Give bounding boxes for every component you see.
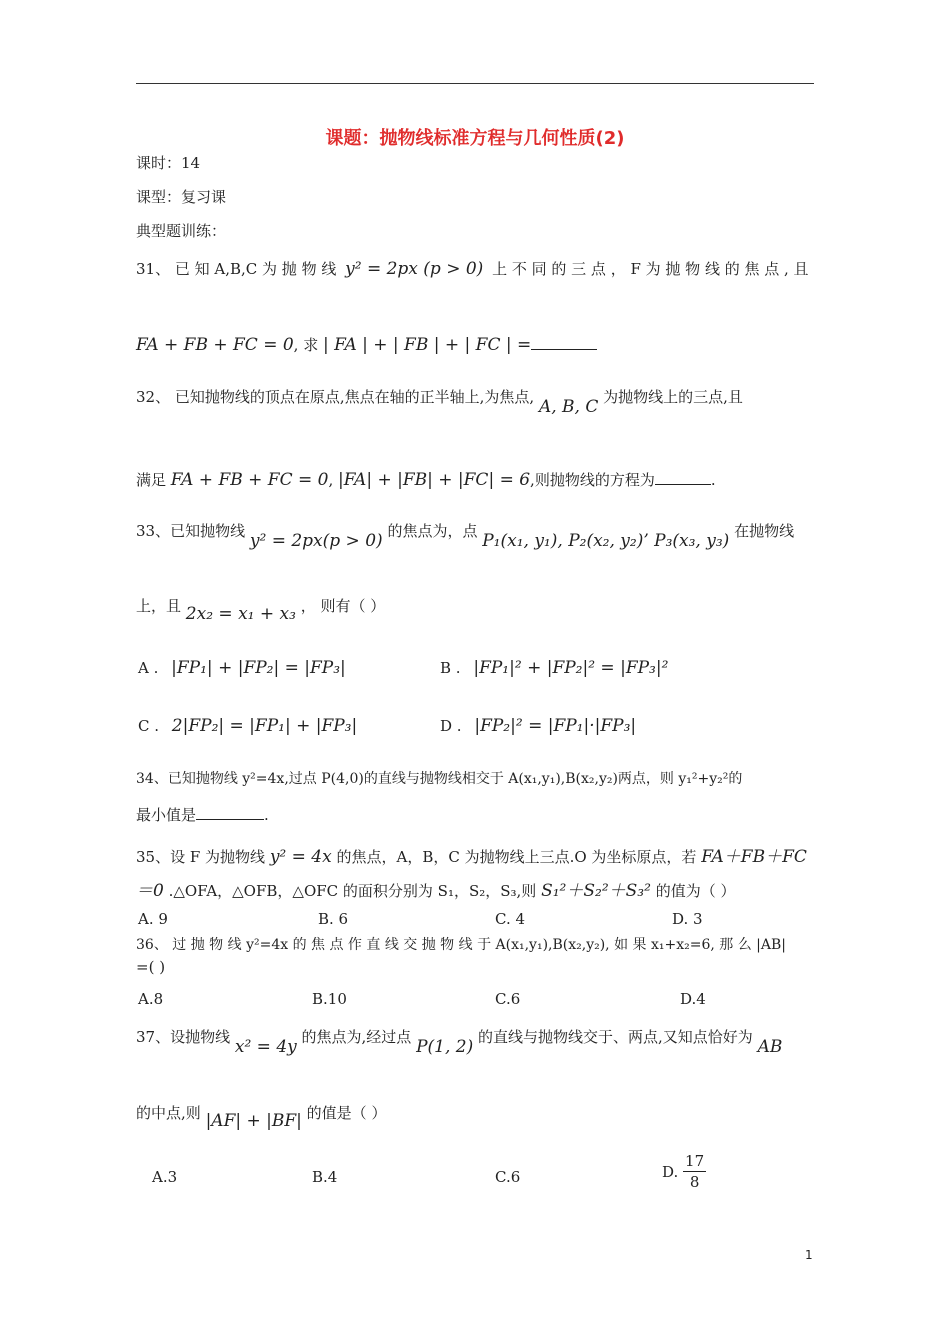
- q33-option-d-text: |FP₂|² = |FP₁|·|FP₃|: [474, 716, 637, 736]
- q33-mid: 的焦点为，点: [387, 522, 478, 540]
- q31-condition: FA + FB + FC = 0: [136, 335, 294, 355]
- q35-lead: 35、设 F 为抛物线: [136, 848, 266, 866]
- q33-option-a-label: A .: [138, 659, 159, 677]
- q37-option-d-numerator: 17: [685, 1152, 705, 1170]
- header-rule: [136, 83, 814, 84]
- q32-condition2: |FA| + |FB| + |FC| = 6: [338, 470, 531, 490]
- q37-line1: [136, 1026, 783, 1057]
- q33-l2a: 上，且: [136, 597, 182, 615]
- q32-cond-lead: 满足: [136, 471, 167, 489]
- q37-tail: 的直线与抛物线交于、两点,又知点恰好为: [478, 1028, 753, 1046]
- q37-option-d-denominator: 8: [689, 1173, 700, 1191]
- q33-option-a-text: |FP₁| + |FP₂| = |FP₃|: [171, 658, 346, 678]
- q37-l2a: 的中点,则: [136, 1104, 201, 1122]
- q34-l2: 最小值是: [136, 806, 197, 824]
- q34-answer-blank: [196, 805, 264, 820]
- q37-option-a[interactable]: A.3: [152, 1168, 178, 1186]
- meta-section: 典型题训练：: [136, 222, 227, 240]
- q37-lead: 37、设抛物线: [136, 1028, 231, 1046]
- q35-option-b[interactable]: B. 6: [318, 910, 349, 928]
- q37-option-d-fraction: [683, 1154, 706, 1190]
- q31-expression: | FA | + | FB | + | FC | =: [323, 335, 532, 355]
- q32-line2: 满足 FA + FB + FC = 0, |FA| + |FB| + |FC| = 6,则抛物线的方程为 .: [136, 470, 716, 490]
- q33-option-b[interactable]: [440, 658, 668, 678]
- q36-option-a[interactable]: A.8: [138, 990, 164, 1008]
- q36-option-b[interactable]: B.10: [312, 990, 347, 1008]
- q33-condition: 2x₂ = x₁ + x₃: [185, 604, 296, 624]
- q33-option-b-label: B .: [440, 659, 461, 677]
- q34-end: .: [264, 806, 269, 824]
- q33-option-d-label: D .: [440, 717, 462, 735]
- q35-option-c[interactable]: C. 4: [495, 910, 526, 928]
- q35-option-a[interactable]: A. 9: [138, 910, 168, 928]
- meta-hours: 课时：14: [136, 154, 201, 172]
- q36-line2: =( ): [136, 958, 166, 976]
- q37-option-d-label: D.: [662, 1163, 679, 1181]
- q37-l2b: 的值是（ ）: [306, 1104, 387, 1122]
- q32-end: .: [710, 471, 716, 489]
- q33-lead: 33、已知抛物线: [136, 522, 246, 540]
- q37-expression: |AF| + |BF|: [205, 1111, 302, 1131]
- q37-line2: [136, 1102, 387, 1131]
- q33-option-c-label: C .: [138, 717, 160, 735]
- q31-equation: y² = 2px (p > 0): [345, 259, 484, 279]
- q31-line2: [136, 334, 597, 355]
- q33-l2c: ， 则有（ ）: [300, 597, 386, 615]
- q31-tail: 上 不 同 的 三 点 ， F 为 抛 物 线 的 焦 点 , 且: [492, 260, 809, 278]
- q32-line1: [136, 386, 743, 417]
- q34-line2: [136, 804, 269, 825]
- q33-line1: [136, 520, 795, 551]
- q32-lead: 32、 已知抛物线的顶点在原点,焦点在轴的正半轴上,为焦点,: [136, 388, 535, 406]
- q33-points: P₁(x₁, y₁), P₂(x₂, y₂)’ P₃(x₃, y₃): [482, 531, 730, 551]
- q33-tail: 在抛物线: [734, 522, 795, 540]
- q32-tail: 为抛物线上的三点,且: [603, 388, 743, 406]
- q36-line1: 36、 过 抛 物 线 y²=4x 的 焦 点 作 直 线 交 抛 物 线 于 A(x₁,y₁),B(x₂,y₂), 如 果 x₁+x₂=6, 那 么 |AB|: [136, 937, 786, 953]
- q37-ab: AB: [757, 1037, 783, 1057]
- q33-option-c-text: 2|FP₂| = |FP₁| + |FP₃|: [171, 716, 358, 736]
- q35-l2c: 的值为（ ）: [655, 882, 736, 900]
- page-number: 1: [805, 1248, 813, 1262]
- q35-line2: [136, 876, 735, 901]
- q35-mid: 的焦点，A，B，C 为抛物线上三点.O 为坐标原点，若: [336, 848, 697, 866]
- q34-line1: 34、已知抛物线 y²=4x,过点 P(4,0)的直线与抛物线相交于 A(x₁,y₁),B(x₂,y₂)两点，则 y₁²+y₂²的: [136, 771, 743, 787]
- page-title: 课题：抛物线标准方程与几何性质(2): [325, 128, 625, 149]
- q35-line1: [136, 842, 807, 867]
- q31-line1: [136, 258, 809, 279]
- q32-ask: ,则抛物线的方程为: [530, 471, 655, 489]
- q36-option-d[interactable]: D.4: [680, 990, 706, 1008]
- q35-expression: S₁²＋S₂²＋S₃²: [541, 881, 651, 901]
- q35-zero: ＝0: [136, 881, 164, 901]
- q32-condition: FA + FB + FC = 0: [170, 470, 329, 490]
- q37-mid: 的焦点为,经过点: [301, 1028, 412, 1046]
- q35-equation: y² = 4x: [269, 847, 332, 867]
- q37-point: P(1, 2): [416, 1037, 474, 1057]
- q31-answer-blank: [531, 335, 597, 350]
- q35-condition: FA＋FB＋FC: [701, 847, 807, 867]
- q33-equation: y² = 2px(p > 0): [249, 531, 383, 551]
- q37-equation: x² = 4y: [234, 1037, 297, 1057]
- q33-option-c[interactable]: [138, 716, 357, 736]
- q35-l2b: .△OFA，△OFB，△OFC 的面积分别为 S₁，S₂，S₃,则: [168, 882, 537, 900]
- q33-line2: [136, 595, 386, 624]
- q35-option-d[interactable]: D. 3: [672, 910, 703, 928]
- q32-answer-blank: [655, 470, 711, 485]
- q31-ask: , 求: [293, 336, 319, 354]
- q37-option-b[interactable]: B.4: [312, 1168, 338, 1186]
- q33-option-a[interactable]: [138, 658, 346, 678]
- q32-points: A, B, C: [538, 397, 599, 417]
- meta-type: 课型：复习课: [136, 188, 227, 206]
- q37-option-c[interactable]: C.6: [495, 1168, 521, 1186]
- q33-option-d[interactable]: [440, 716, 636, 736]
- q37-option-d[interactable]: [662, 1154, 706, 1190]
- q31-lead: 31、 已 知 A,B,C 为 抛 物 线: [136, 260, 337, 278]
- q33-option-b-text: |FP₁|² + |FP₂|² = |FP₃|²: [473, 658, 669, 678]
- q36-option-c[interactable]: C.6: [495, 990, 521, 1008]
